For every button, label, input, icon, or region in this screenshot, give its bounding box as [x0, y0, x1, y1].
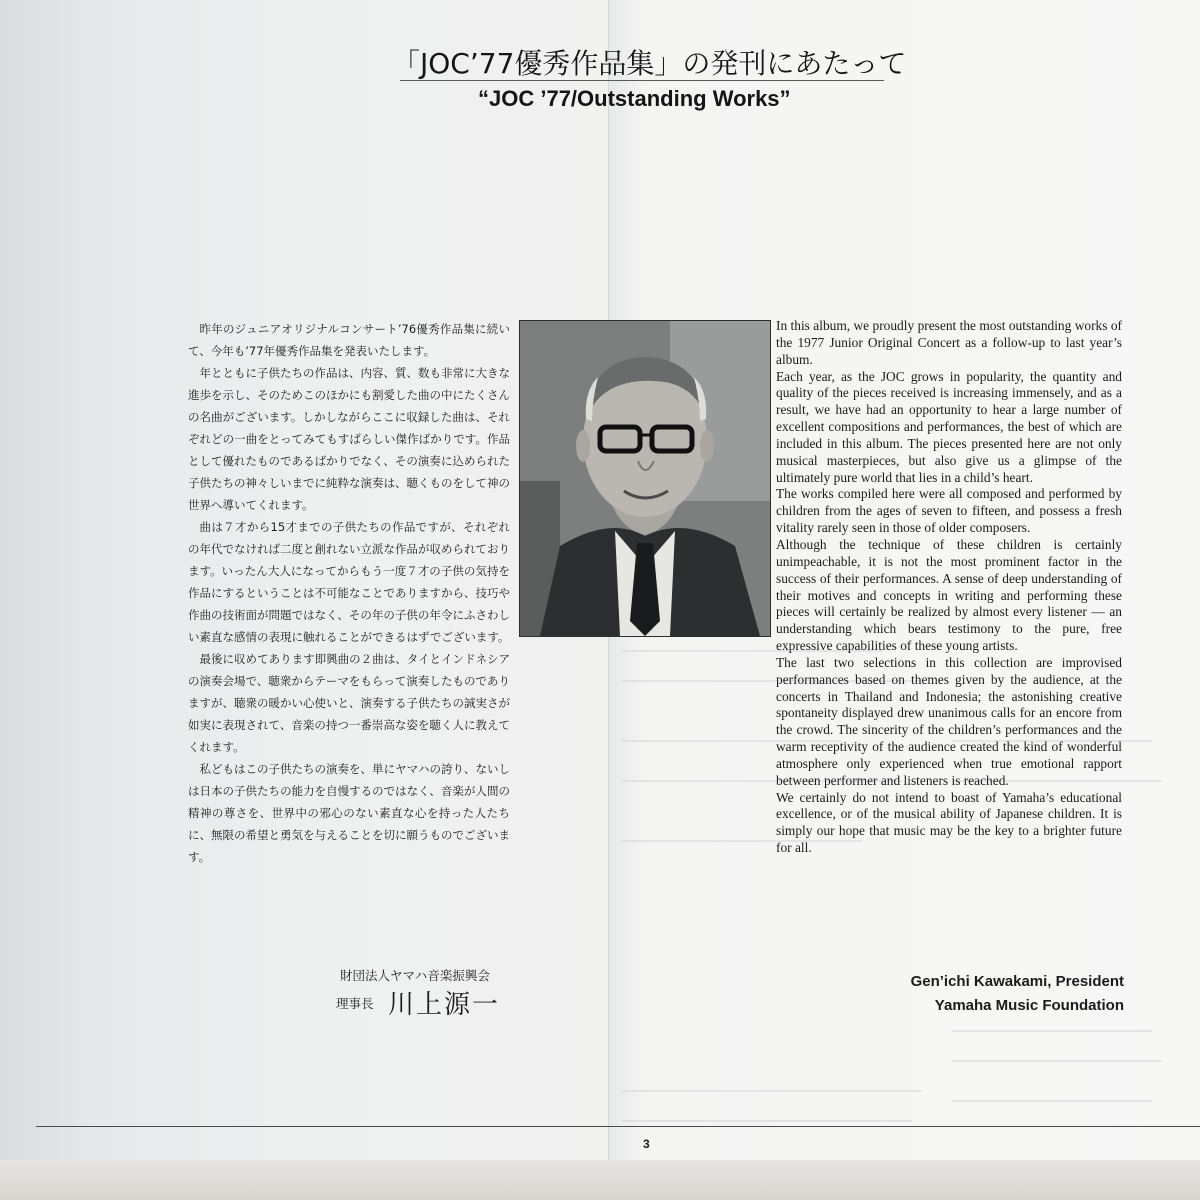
page-bottom-edge	[0, 1160, 1200, 1200]
english-paragraph: We certainly do not intend to boast of Yamaha’s educational excellence, or of the musical ability of Japanese children. It is simply our hope that music may be the key to a brighter future for all.	[776, 789, 1122, 856]
portrait-illustration	[520, 321, 770, 636]
japanese-paragraph: 昨年のジュニアオリジナルコンサート’76優秀作品集に続いて、今年も’77年優秀作品集を発表いたします。	[188, 322, 510, 358]
japanese-signature-name: 川上源一	[388, 990, 501, 1020]
japanese-signature-organization: 財団法人ヤマハ音楽振興会	[340, 968, 490, 983]
english-paragraph: The last two selections in this collection are improvised performances based on themes given by the audience, at the concerts in Thailand and Indonesia; the astonishing creative spontaneity displayed drew unanimous calls for an encore from the crowd. The sincerity of the children’s performances and the warm receptivity of the audience created the kind of wonderful atmosphere only experienced when true emotional rapport between performer and listeners is reached.	[776, 654, 1122, 788]
english-paragraph: Each year, as the JOC grows in popularity, the quantity and quality of the pieces received is increasing immensely, and as a result, we have had an opportunity to hear a large number of excellent compositions and performances, the best of which are included in this album. The pieces presented here are not only musical masterpieces, but also give us a glimpse of the ultimately pure world that lies in a child’s heart.	[776, 368, 1122, 485]
english-signature-name: Gen’ichi Kawakami, President	[910, 973, 1124, 990]
portrait-photo	[519, 320, 771, 637]
english-paragraph: In this album, we proudly present the most outstanding works of the 1977 Junior Original Concert as a follow-up to last year’s album.	[776, 318, 1122, 367]
japanese-paragraph: 曲は７才から15才までの子供たちの作品ですが、それぞれの年代でなければ二度と創れない立派な作品が収められております。いったん大人になってからもう一度７才の子供の気持を作品にするということは不可能なことでありますから、技巧や作曲の技術面が問題ではなく、その年の子供の年令にふさわしい素直な感情の表現に触れることができるはずでございます。	[188, 520, 510, 644]
english-signature-organization: Yamaha Music Foundation	[934, 997, 1124, 1014]
title-rule	[400, 80, 884, 81]
english-paragraph: Although the technique of these children is certainly unimpeachable, it is not the most prominent factor in the success of their performances. A sense of deep understanding of their motives and concepts in writing and performing these pieces will certainly be realized by almost every listener — an understanding which bears testimony to the pure, free expressive capabilities of these young artists.	[776, 536, 1122, 654]
english-title: “JOC ’77/Outstanding Works”	[478, 86, 791, 111]
japanese-paragraph: 最後に収めてあります即興曲の２曲は、タイとインドネシアの演奏会場で、聴衆からテーマをもらって演奏したものでありますが、聴衆の暖かい心使いと、演奏する子供たちの誠実さが如実に表現されて、音楽の持つ一番崇高な姿を聴く人に教えてくれます。	[188, 652, 510, 754]
english-message	[776, 318, 1122, 857]
japanese-message	[188, 318, 510, 868]
english-paragraph: The works compiled here were all composed and performed by children from the ages of seven to fifteen, and possess a fresh vitality rarely seen in those of older composers.	[776, 486, 1122, 536]
japanese-paragraph: 年とともに子供たちの作品は、内容、質、数も非常に大きな進歩を示し、そのためこのほかにも割愛した曲の中にたくさんの名曲がございます。しかしながらここに収録した曲は、それぞれどの一曲をとってみてもすばらしい傑作ばかりです。作品として優れたものであるばかりでなく、その演奏に込められた子供たちの神々しいまでに純粋な演奏は、聴くものをして神の世界へ導いてくれます。	[188, 366, 510, 512]
footer-rule	[36, 1126, 1200, 1127]
japanese-paragraph: 私どもはこの子供たちの演奏を、単にヤマハの誇り、ないしは日本の子供たちの能力を自慢するのではなく、音楽が人間の精神の尊さを、世界中の邪心のない素直な心を持った人たちに、無限の希望と勇気を与えることを切に願うものでございます。	[188, 762, 510, 864]
japanese-title: 「JOC’77優秀作品集」の発刊にあたって	[392, 47, 907, 80]
japanese-signature-title: 理事長	[336, 996, 374, 1011]
page-number: 3	[643, 1137, 650, 1151]
